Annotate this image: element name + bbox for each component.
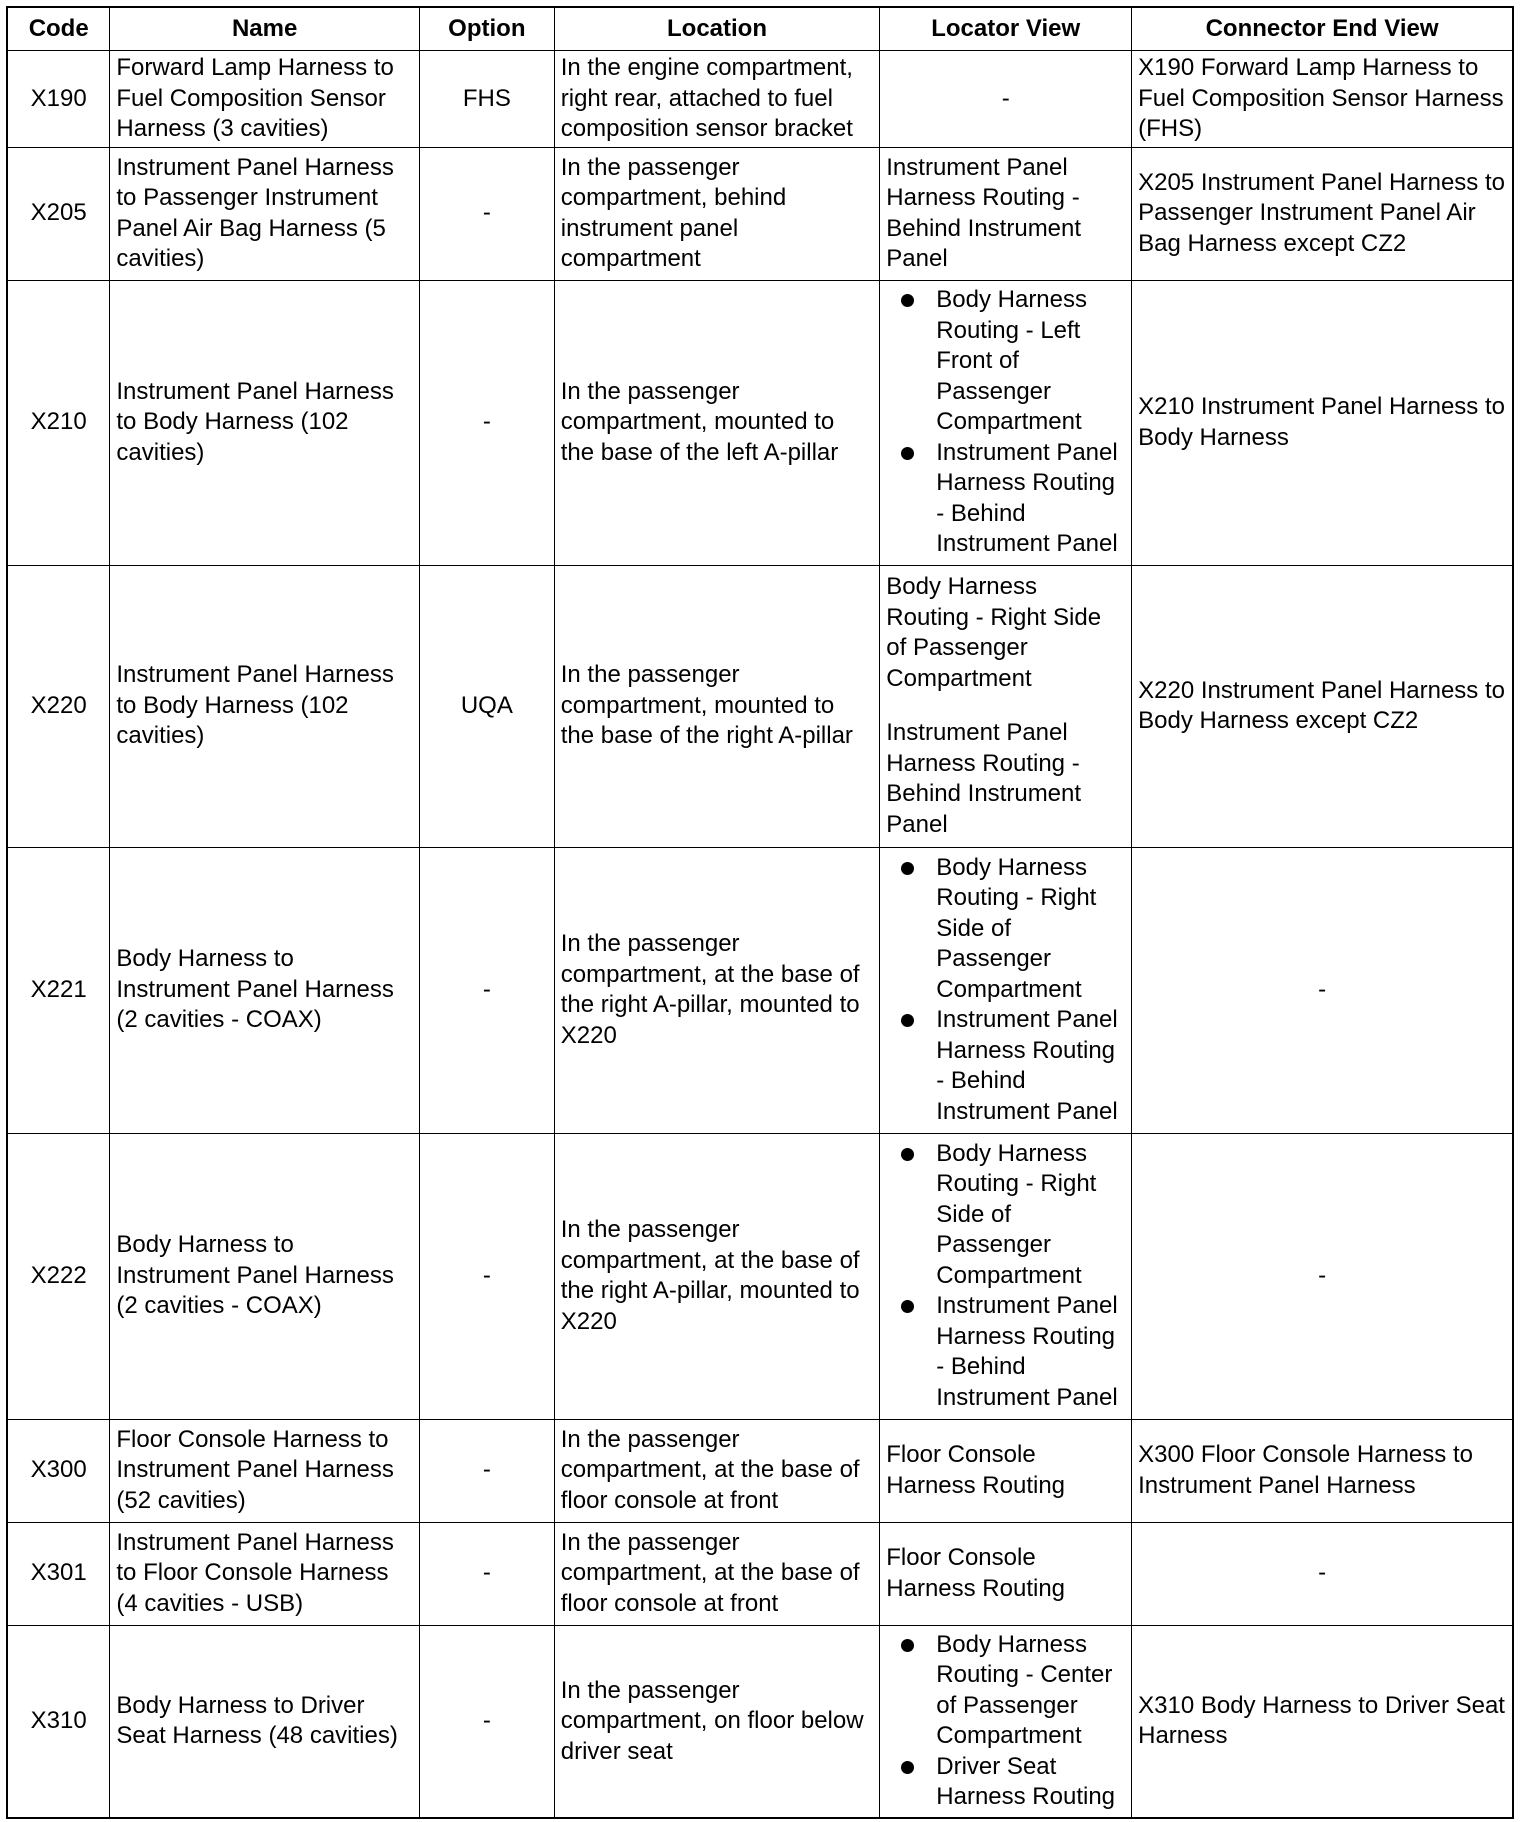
cell-connector-end-view: X205 Instrument Panel Harness to Passenger Instrument Panel Air Bag Harness except CZ2 bbox=[1132, 147, 1513, 280]
table-row bbox=[7, 565, 1513, 847]
cell-locator-view bbox=[880, 1625, 1132, 1818]
cell-connector-end-view: X310 Body Harness to Driver Seat Harness bbox=[1132, 1625, 1513, 1818]
cell-name: Forward Lamp Harness to Fuel Composition Sensor Harness (3 cavities) bbox=[110, 51, 420, 148]
locator-list-item: Instrument Panel Harness Routing - Behind Instrument Panel bbox=[936, 1005, 1125, 1127]
cell-connector-end-view: X190 Forward Lamp Harness to Fuel Composition Sensor Harness (FHS) bbox=[1132, 51, 1513, 148]
cell-name: Floor Console Harness to Instrument Panel Harness (52 cavities) bbox=[110, 1419, 420, 1522]
locator-list-item: Body Harness Routing - Left Front of Passenger Compartment bbox=[936, 285, 1125, 438]
locator-list bbox=[886, 1630, 1125, 1813]
locator-list bbox=[886, 853, 1125, 1128]
cell-code: X210 bbox=[7, 280, 110, 565]
header-code: Code bbox=[7, 7, 110, 51]
header-locator-view: Locator View bbox=[880, 7, 1132, 51]
cell-connector-end-view: - bbox=[1132, 1133, 1513, 1419]
cell-name: Body Harness to Driver Seat Harness (48 cavities) bbox=[110, 1625, 420, 1818]
cell-code: X310 bbox=[7, 1625, 110, 1818]
cell-code: X190 bbox=[7, 51, 110, 148]
cell-code: X221 bbox=[7, 847, 110, 1133]
header-location: Location bbox=[554, 7, 880, 51]
cell-code: X301 bbox=[7, 1522, 110, 1625]
cell-locator-view: - bbox=[880, 51, 1132, 148]
cell-option: UQA bbox=[419, 565, 554, 847]
cell-option: - bbox=[419, 1419, 554, 1522]
locator-list-item: Body Harness Routing - Center of Passenger Compartment bbox=[936, 1630, 1125, 1752]
cell-locator-view: Floor Console Harness Routing bbox=[880, 1522, 1132, 1625]
cell-connector-end-view: - bbox=[1132, 847, 1513, 1133]
cell-name: Instrument Panel Harness to Body Harness (102 cavities) bbox=[110, 280, 420, 565]
locator-block: Instrument Panel Harness Routing - Behind Instrument Panel bbox=[886, 719, 1082, 838]
cell-locator-view bbox=[880, 1133, 1132, 1419]
cell-connector-end-view: X220 Instrument Panel Harness to Body Harness except CZ2 bbox=[1132, 565, 1513, 847]
locator-list-item: Body Harness Routing - Right Side of Passenger Compartment bbox=[936, 853, 1125, 1006]
header-row bbox=[7, 7, 1513, 51]
table-row bbox=[7, 1133, 1513, 1419]
cell-code: X222 bbox=[7, 1133, 110, 1419]
cell-location: In the passenger compartment, at the base of floor console at front bbox=[554, 1419, 880, 1522]
cell-option: - bbox=[419, 280, 554, 565]
cell-code: X220 bbox=[7, 565, 110, 847]
table-row bbox=[7, 1522, 1513, 1625]
header-name: Name bbox=[110, 7, 420, 51]
cell-name: Body Harness to Instrument Panel Harness (2 cavities - COAX) bbox=[110, 1133, 420, 1419]
table-row bbox=[7, 280, 1513, 565]
cell-location: In the passenger compartment, mounted to the base of the left A-pillar bbox=[554, 280, 880, 565]
cell-locator-view bbox=[880, 847, 1132, 1133]
cell-location: In the passenger compartment, at the base of floor console at front bbox=[554, 1522, 880, 1625]
cell-name: Instrument Panel Harness to Body Harness (102 cavities) bbox=[110, 565, 420, 847]
cell-locator-view bbox=[880, 565, 1132, 847]
locator-block: Body Harness Routing - Right Side of Passenger Compartment bbox=[886, 573, 1102, 692]
cell-name: Body Harness to Instrument Panel Harness (2 cavities - COAX) bbox=[110, 847, 420, 1133]
locator-list bbox=[886, 1139, 1125, 1414]
cell-option: - bbox=[419, 1625, 554, 1818]
cell-option: FHS bbox=[419, 51, 554, 148]
cell-name: Instrument Panel Harness to Passenger Instrument Panel Air Bag Harness (5 cavities) bbox=[110, 147, 420, 280]
locator-list bbox=[886, 285, 1125, 560]
cell-location: In the passenger compartment, behind instrument panel compartment bbox=[554, 147, 880, 280]
cell-locator-view: Instrument Panel Harness Routing - Behind Instrument Panel bbox=[880, 147, 1132, 280]
cell-option: - bbox=[419, 1522, 554, 1625]
cell-location: In the passenger compartment, mounted to the base of the right A-pillar bbox=[554, 565, 880, 847]
cell-option: - bbox=[419, 847, 554, 1133]
cell-code: X300 bbox=[7, 1419, 110, 1522]
cell-connector-end-view: X300 Floor Console Harness to Instrument Panel Harness bbox=[1132, 1419, 1513, 1522]
cell-code: X205 bbox=[7, 147, 110, 280]
table-row bbox=[7, 51, 1513, 148]
cell-location: In the passenger compartment, on floor below driver seat bbox=[554, 1625, 880, 1818]
cell-location: In the engine compartment, right rear, attached to fuel composition sensor bracket bbox=[554, 51, 880, 148]
cell-locator-view: Floor Console Harness Routing bbox=[880, 1419, 1132, 1522]
table-row bbox=[7, 847, 1513, 1133]
cell-option: - bbox=[419, 147, 554, 280]
connector-table bbox=[6, 6, 1514, 1819]
cell-location: In the passenger compartment, at the base of the right A-pillar, mounted to X220 bbox=[554, 847, 880, 1133]
cell-locator-view bbox=[880, 280, 1132, 565]
cell-connector-end-view: - bbox=[1132, 1522, 1513, 1625]
cell-connector-end-view: X210 Instrument Panel Harness to Body Harness bbox=[1132, 280, 1513, 565]
cell-name: Instrument Panel Harness to Floor Console Harness (4 cavities - USB) bbox=[110, 1522, 420, 1625]
locator-list-item: Instrument Panel Harness Routing - Behind Instrument Panel bbox=[936, 438, 1125, 560]
header-option: Option bbox=[419, 7, 554, 51]
table-row bbox=[7, 147, 1513, 280]
locator-list-item: Body Harness Routing - Right Side of Passenger Compartment bbox=[936, 1139, 1125, 1292]
table-row bbox=[7, 1625, 1513, 1818]
cell-location: In the passenger compartment, at the base of the right A-pillar, mounted to X220 bbox=[554, 1133, 880, 1419]
header-connector-end-view: Connector End View bbox=[1132, 7, 1513, 51]
locator-list-item: Driver Seat Harness Routing bbox=[936, 1752, 1125, 1813]
cell-option: - bbox=[419, 1133, 554, 1419]
table-row bbox=[7, 1419, 1513, 1522]
locator-list-item: Instrument Panel Harness Routing - Behind Instrument Panel bbox=[936, 1291, 1125, 1413]
